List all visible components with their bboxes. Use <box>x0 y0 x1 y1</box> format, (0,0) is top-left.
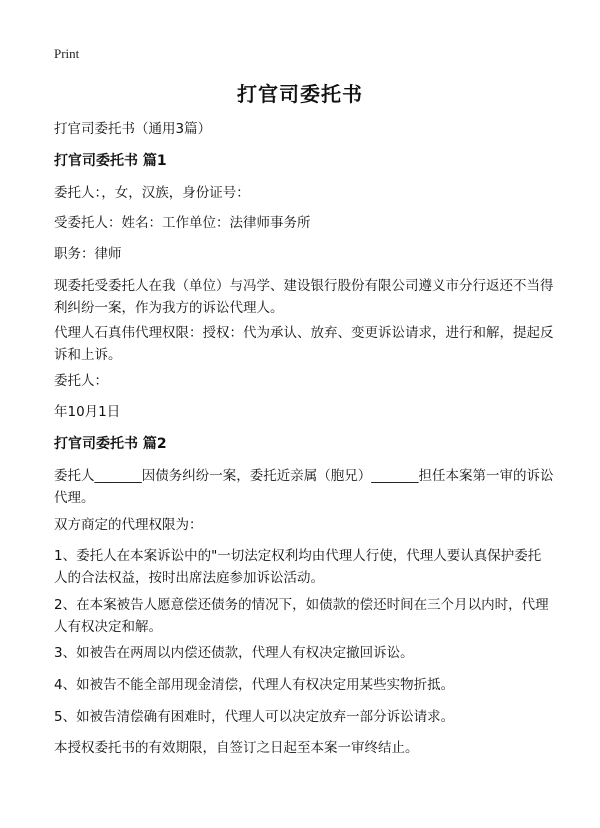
section-1-heading: 打官司委托书 篇1 <box>54 153 167 169</box>
paragraph: 职务：律师 <box>54 246 122 262</box>
paragraph: 4、如被告不能全部用现金清偿，代理人有权决定用某些实物折抵。 <box>54 677 455 693</box>
paragraph: 3、如被告在两周以内偿还债款，代理人有权决定撤回诉讼。 <box>54 645 414 661</box>
paragraph: 2、在本案被告人愿意偿还债务的情况下，如债款的偿还时间在三个月以内时，代理人有权决定和解。 <box>54 597 549 635</box>
section-2-heading: 打官司委托书 篇2 <box>54 436 167 452</box>
paragraph: 年10月1日 <box>54 404 121 420</box>
paragraph: 委托人：，女，汉族，身份证号： <box>54 185 250 201</box>
paragraph: 1、委托人在本案诉讼中的"一切法定权利均由代理人行使，代理人要认真保护委托人的合法权益，按时出席法庭参加诉讼活动。 <box>54 548 542 586</box>
paragraph: 本授权委托书的有效期限，自签订之日起至本案一审终结止。 <box>54 740 419 756</box>
paragraph: 委托人_______因债务纠纷一案，委托近亲属（胞兄）_______担任本案第一审的诉讼代理。 <box>54 468 554 506</box>
document-title: 打官司委托书 <box>237 82 363 106</box>
paragraph: 5、如被告清偿确有困难时，代理人可以决定放弃一部分诉讼请求。 <box>54 709 455 725</box>
paragraph: 双方商定的代理权限为： <box>54 517 203 533</box>
paragraph: 代理人石真伟代理权限：授权：代为承认、放弃、变更诉讼请求，进行和解，提起反诉和上诉。 <box>54 325 554 363</box>
paragraph: 受委托人：姓名：工作单位：法律师事务所 <box>54 215 311 231</box>
print-link[interactable]: Print <box>54 46 80 61</box>
paragraph: 委托人： <box>54 373 108 389</box>
document-subtitle: 打官司委托书（通用3篇） <box>54 121 212 137</box>
paragraph: 现委托受委托人在我（单位）与冯学、建设银行股份有限公司遵义市分行返还不当得利纠纷一案，作为我方的诉讼代理人。 <box>54 278 554 316</box>
